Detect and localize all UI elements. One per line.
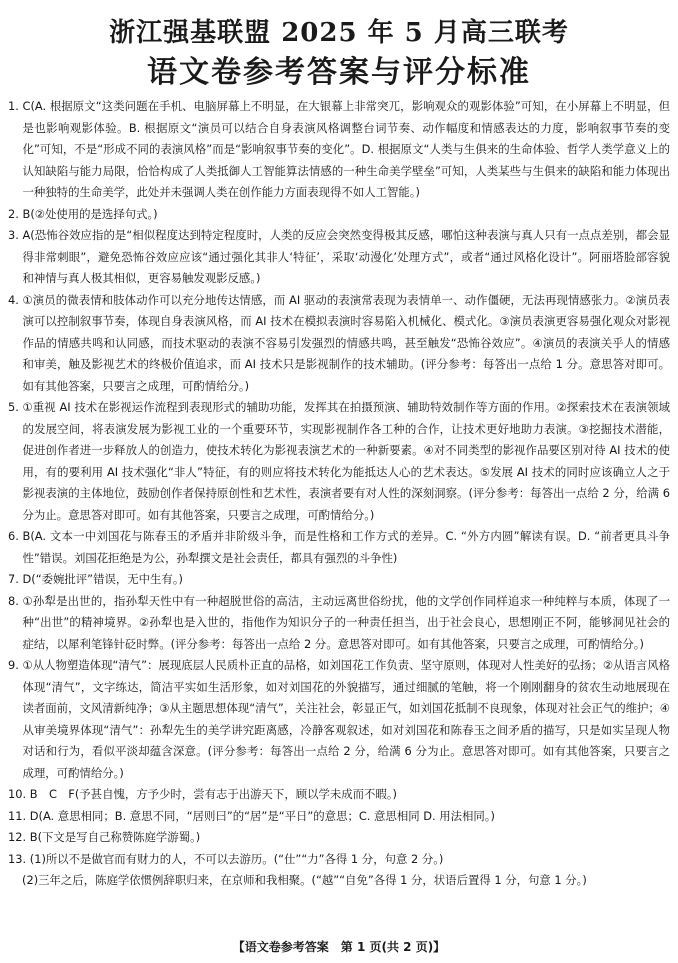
answer-item-7 — [8, 569, 670, 591]
answer-13-part-2: (2)三年之后，陈庭学依惯例辞职归来，在京师和我相聚。(“越”“自免”各得 1 分，状语后置得 1 分，句意 1 分。) — [22, 873, 587, 887]
answer-text: ①演员的微表情和肢体动作可以充分地传达情感，而 AI 驱动的表演常表现为表情单一、动作僵硬，无法再现情感张力。②演员表演可以控制叙事节奏，体现自身表演风格，而 AI 技术在模拟表演时容易陷入机械化、模式化。③演员表演更容易强化观众对影视作品的情感共鸣和认同感，而技术驱动的表演不容易引发强烈的情感共鸣，甚至触发“恐怖谷效应”。④演员的表演关乎人的情感和审美，触及影视艺术的终极价值追求，而 AI 技术只是影视制作的技术辅助。(评分参考：每答出一点给 1 分。意思答对即可。如有其他答案，只要言之成理，可酌情给分。) — [22, 292, 670, 393]
answer-text: B(A. 文本一中刘国花与陈春玉的矛盾并非阶级斗争，而是性格和工作方式的差异。C. “外方内圆”解读有误。D. “前者更具斗争性”错误。刘国花拒绝是为公，孙犁撰文是社会责任，都具有强烈的斗争性) — [22, 529, 670, 565]
answer-number: 11. — [8, 808, 30, 823]
answer-number: 5. — [8, 400, 23, 414]
page-footer: 【语文卷参考答案 第 1 页(共 2 页)】 — [232, 940, 446, 954]
answer-number: 13. — [8, 851, 30, 866]
answer-number: 1. — [8, 99, 23, 113]
answer-item-5 — [8, 397, 670, 526]
answer-item-4 — [8, 290, 670, 398]
exam-title: 浙江强基联盟 2025 年 5 月高三联考 — [109, 18, 569, 48]
answer-text: C(A. 根据原文“这类问题在手机、电脑屏幕上不明显，在大银幕上非常突兀，影响观众的观影体验”可知，在小屏幕上不明显，但是也影响观影体验。B. 根据原文“演员可以结合自身表演风格调整台词节奏、动作幅度和情感表达的力度，影响叙事节奏的变化”可知，不是“形成不同的表演风格”而是“影响叙事节奏的变化”。D. 根据原文“人类与生俱来的生命体验、哲学人类学意义上的认知缺陷与能力局限，恰恰构成了人类抵御人工智能算法情感的一种生命美学壁垒”可知，人类某些与生俱来的缺陷和能力体现出一种独特的生命美学，此处并未强调人类在创作能力方面表现得不如人工智能。) — [22, 99, 670, 199]
answer-item-13 — [8, 849, 670, 871]
answer-text: B(②处使用的是选择句式。) — [22, 206, 158, 221]
answer-text: ①重视 AI 技术在影视运作流程到表现形式的辅助功能，发挥其在拍摄预演、辅助特效制作等方面的作用。②探索技术在表演领域的发展空间，将表演发展为影视工业的一个重要环节，实现影视制作各工种的合作，让技术更好地助力表演。③挖掘技术潜能，促进创作者进一步释放人的创造力，使技术转化为影视表演艺术的一种新要素。④对不同类型的影视作品要区别对待 AI 技术的使用，有的要利用 AI 技术强化“非人”特征，有的则应将技术转化为能抵达人心的艺术表达。⑤发展 AI 技术的同时应该确立人之于影视表演的主体地位，鼓励创作者保持原创性和艺术性，表演者要有对人性的深刻洞察。(评分参考：每答出一点给 2 分，给满 6 分为止。意思答对即可。如有其他答案，只要言之成理，可酌情给分。) — [22, 400, 670, 522]
answer-number: 3. — [8, 228, 23, 242]
answer-number: 6. — [8, 529, 23, 543]
answer-item-12 — [8, 827, 670, 849]
answer-text: D(“委婉批评”错误，无中生有。) — [22, 572, 183, 586]
answer-number: 8. — [8, 593, 23, 608]
answer-text: B C F(予甚自愧，方予少时，尝有志于出游天下，顾以学未成而不暇。) — [29, 787, 397, 801]
answer-number: 2. — [8, 206, 23, 221]
answer-text: ①孙犁是出世的，指孙犁天性中有一种超脱世俗的高洁，主动远离世俗纷扰，他的文学创作同样追求一种纯粹与本质，体现了一种“出世”的精神境界。②孙犁也是入世的，指他作为知识分子的一种责任担当，出于社会良心，思想刚正不阿，能够洞见社会的症结，以犀利笔锋针砭时弊。(评分参考：每答出一点给 2 分。意思答对即可。如有其他答案，只要言之成理，可酌情给分。) — [22, 593, 670, 651]
answer-item-10 — [8, 784, 670, 806]
answer-number: 10. — [8, 787, 30, 801]
answer-number: 12. — [8, 830, 30, 844]
answer-text: B(下文是写自己称赞陈庭学游蜀。) — [29, 830, 201, 844]
answer-item-2 — [8, 204, 670, 226]
answer-text: D(A. 意思相同；B. 意思不同，“居则曰”的“居”是“平日”的意思；C. 意思相同 D. 用法相同。) — [29, 808, 495, 823]
answer-number: 9. — [8, 658, 23, 672]
document-subtitle: 语文卷参考答案与评分标准 — [147, 55, 531, 90]
answer-item-3 — [8, 225, 670, 290]
answer-item-8 — [8, 591, 670, 656]
answer-item-9 — [8, 655, 670, 784]
answer-text: (1)所以不是做官而有财力的人，不可以去游历。(“仕”“力”各得 1 分，句意 2 分。) — [29, 851, 444, 866]
answer-text: ①从人物塑造体现“清气”：展现底层人民质朴正直的品格，如刘国花工作负责、坚守原则，体现对人性美好的弘扬；②从语言风格体现“清气”，文字练达，简洁平实如生活形象，如对刘国花的外貌描写，通过细腻的笔触，将一个刚刚翻身的贫农生动地展现在读者面前，文风清新纯净；③从主题思想体现“清气”，关注社会，彰显正气，如刘国花抵制不良现象，体现对社会正气的维护；④从审美境界体现“清气”：孙犁先生的美学讲究距离感，冷静客观叙述，如对刘国花和陈春玉之间矛盾的描写，只是如实呈现人物对话和行为，看似平淡却蕴含深意。(评分参考：每答出一点给 2 分，给满 6 分为止。意思答对即可。如有其他答案，只要言之成理，可酌情给分。) — [22, 658, 670, 780]
answer-number: 7. — [8, 572, 23, 586]
answer-item-11 — [8, 806, 670, 828]
answer-item-6 — [8, 526, 670, 569]
answer-item-1 — [8, 96, 670, 204]
answer-number: 4. — [8, 292, 23, 307]
answer-text: A(恐怖谷效应指的是“相似程度达到特定程度时，人类的反应会突然变得极其反感，哪怕这种表演与真人只有一点点差别，都会显得非常刺眼”，避免恐怖谷效应应该“通过强化其非人‘特征’，采取‘动漫化’处理方式”，或者“通过风格化设计”。阿丽塔脸部容貌和神情与真人极其相似，更容易触发观影反感。) — [22, 228, 670, 285]
answer-list — [8, 96, 670, 892]
